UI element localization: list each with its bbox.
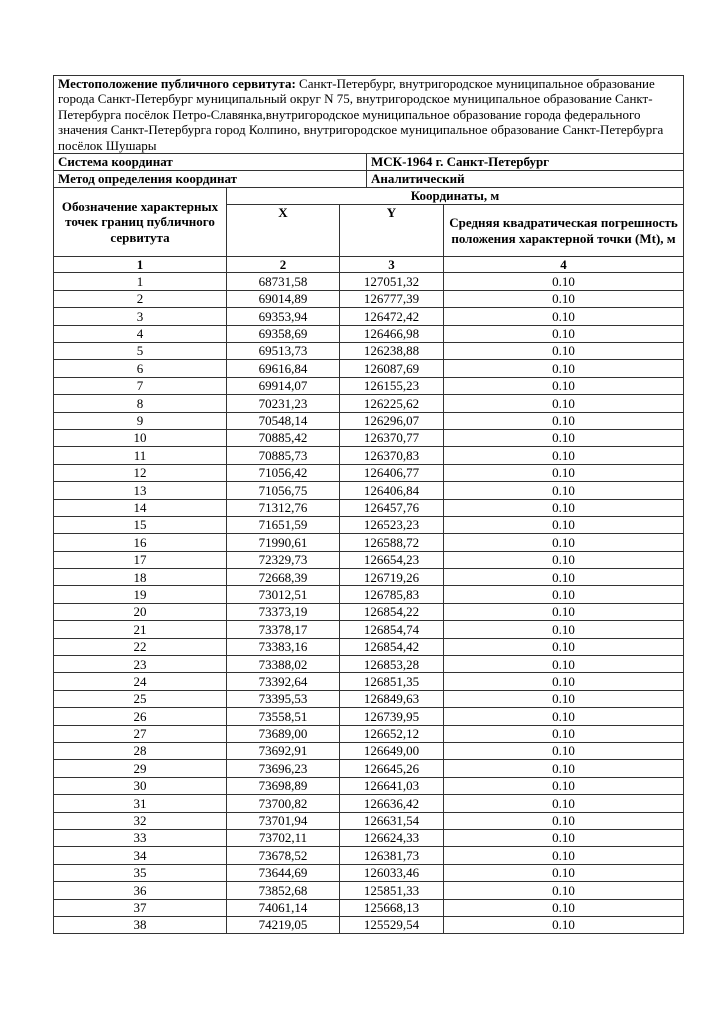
mt-cell: 0.10: [444, 290, 684, 307]
table-row: [54, 899, 684, 916]
mt-cell: 0.10: [444, 534, 684, 551]
table-row: [54, 273, 684, 290]
mt-cell: 0.10: [444, 464, 684, 481]
y-cell: 126652,12: [340, 725, 444, 742]
x-cell: 73692,91: [227, 742, 340, 759]
table-row: [54, 516, 684, 533]
y-cell: 126849,63: [340, 690, 444, 707]
table-row: [54, 864, 684, 881]
point-id-cell: 13: [54, 482, 227, 499]
table-row: [54, 464, 684, 481]
y-cell: 126033,46: [340, 864, 444, 881]
mt-cell: 0.10: [444, 899, 684, 916]
x-cell: 73700,82: [227, 795, 340, 812]
point-id-cell: 37: [54, 899, 227, 916]
point-id-cell: 14: [54, 499, 227, 516]
table-row: [54, 656, 684, 673]
x-cell: 72668,39: [227, 569, 340, 586]
mt-cell: 0.10: [444, 343, 684, 360]
table-row: [54, 882, 684, 899]
x-cell: 73012,51: [227, 586, 340, 603]
y-cell: 126854,22: [340, 603, 444, 620]
point-id-cell: 29: [54, 760, 227, 777]
servitude-coordinates-table: [53, 75, 684, 934]
x-cell: 69513,73: [227, 343, 340, 360]
mt-cell: 0.10: [444, 742, 684, 759]
table-row: [54, 377, 684, 394]
mt-cell: 0.10: [444, 777, 684, 794]
mt-cell: 0.10: [444, 569, 684, 586]
point-id-cell: 10: [54, 429, 227, 446]
x-cell: 73392,64: [227, 673, 340, 690]
y-cell: 126641,03: [340, 777, 444, 794]
y-cell: 126370,83: [340, 447, 444, 464]
table-row: [54, 534, 684, 551]
mt-cell: 0.10: [444, 516, 684, 533]
header-y: Y: [340, 205, 444, 257]
point-id-cell: 7: [54, 377, 227, 394]
y-cell: 126406,84: [340, 482, 444, 499]
col-number-1: 1: [54, 257, 227, 273]
point-id-cell: 19: [54, 586, 227, 603]
y-cell: 126853,28: [340, 656, 444, 673]
table-row: [54, 742, 684, 759]
mt-cell: 0.10: [444, 325, 684, 342]
point-id-cell: 5: [54, 343, 227, 360]
x-cell: 72329,73: [227, 551, 340, 568]
mt-cell: 0.10: [444, 377, 684, 394]
x-cell: 73388,02: [227, 656, 340, 673]
mt-cell: 0.10: [444, 812, 684, 829]
table-row: [54, 482, 684, 499]
x-cell: 68731,58: [227, 273, 340, 290]
point-id-cell: 16: [54, 534, 227, 551]
method-value: Аналитический: [367, 171, 684, 188]
x-cell: 70885,73: [227, 447, 340, 464]
y-cell: 126370,77: [340, 429, 444, 446]
point-id-cell: 17: [54, 551, 227, 568]
x-cell: 71056,75: [227, 482, 340, 499]
point-id-cell: 4: [54, 325, 227, 342]
y-cell: 126719,26: [340, 569, 444, 586]
x-cell: 70885,42: [227, 429, 340, 446]
point-id-cell: 1: [54, 273, 227, 290]
x-cell: 70548,14: [227, 412, 340, 429]
y-cell: 126851,35: [340, 673, 444, 690]
mt-cell: 0.10: [444, 725, 684, 742]
mt-cell: 0.10: [444, 273, 684, 290]
y-cell: 126624,33: [340, 829, 444, 846]
x-cell: 73702,11: [227, 829, 340, 846]
mt-cell: 0.10: [444, 360, 684, 377]
table-row: [54, 499, 684, 516]
y-cell: 126457,76: [340, 499, 444, 516]
point-id-cell: 11: [54, 447, 227, 464]
x-cell: 69353,94: [227, 308, 340, 325]
table-row: [54, 412, 684, 429]
point-id-cell: 31: [54, 795, 227, 812]
x-cell: 73378,17: [227, 621, 340, 638]
y-cell: 126238,88: [340, 343, 444, 360]
header-mt: Средняя квадратическая погрешность положения характерной точки (Mt), м: [444, 205, 684, 257]
point-id-cell: 38: [54, 916, 227, 933]
y-cell: 126854,42: [340, 638, 444, 655]
point-id-cell: 25: [54, 690, 227, 707]
x-cell: 69358,69: [227, 325, 340, 342]
table-row: [54, 690, 684, 707]
x-cell: 73678,52: [227, 847, 340, 864]
x-cell: 73383,16: [227, 638, 340, 655]
column-number-row: [54, 257, 684, 273]
point-id-cell: 21: [54, 621, 227, 638]
location-cell: [54, 76, 684, 154]
y-cell: 126523,23: [340, 516, 444, 533]
table-row: [54, 916, 684, 933]
y-cell: 126087,69: [340, 360, 444, 377]
location-text: Санкт-Петербург, внутригородское муниципальное образование города Санкт-Петербург муниципальный округ N 75, внутригородское муниципальное образование Санкт-Петербурга посёлок Петро-Славянка,внутригородское муниципальное образование города федерального значения Санкт-Петербурга город Колпино, внутригородское муниципальное образование Санкт-Петербурга посёлок Шушары: [58, 76, 664, 153]
mt-cell: 0.10: [444, 864, 684, 881]
table-row: [54, 673, 684, 690]
mt-cell: 0.10: [444, 760, 684, 777]
y-cell: 127051,32: [340, 273, 444, 290]
point-id-cell: 9: [54, 412, 227, 429]
point-id-cell: 6: [54, 360, 227, 377]
x-cell: 71990,61: [227, 534, 340, 551]
col-number-2: 2: [227, 257, 340, 273]
point-id-cell: 27: [54, 725, 227, 742]
coordinate-system-label: Система координат: [54, 154, 367, 171]
table-row: [54, 795, 684, 812]
point-id-cell: 2: [54, 290, 227, 307]
header-coords-group: Координаты, м: [227, 188, 684, 205]
x-cell: 69616,84: [227, 360, 340, 377]
col-number-4: 4: [444, 257, 684, 273]
mt-cell: 0.10: [444, 638, 684, 655]
point-id-cell: 32: [54, 812, 227, 829]
y-cell: 126645,26: [340, 760, 444, 777]
mt-cell: 0.10: [444, 395, 684, 412]
point-id-cell: 18: [54, 569, 227, 586]
mt-cell: 0.10: [444, 847, 684, 864]
x-cell: 73644,69: [227, 864, 340, 881]
y-cell: 126466,98: [340, 325, 444, 342]
table-row: [54, 777, 684, 794]
method-label: Метод определения координат: [54, 171, 367, 188]
y-cell: 126854,74: [340, 621, 444, 638]
point-id-cell: 12: [54, 464, 227, 481]
y-cell: 125668,13: [340, 899, 444, 916]
point-id-cell: 3: [54, 308, 227, 325]
y-cell: 126654,23: [340, 551, 444, 568]
table-row: [54, 586, 684, 603]
table-row: [54, 708, 684, 725]
x-cell: 71312,76: [227, 499, 340, 516]
mt-cell: 0.10: [444, 795, 684, 812]
table-row: [54, 638, 684, 655]
table-row: [54, 621, 684, 638]
point-id-cell: 35: [54, 864, 227, 881]
mt-cell: 0.10: [444, 308, 684, 325]
y-cell: 126785,83: [340, 586, 444, 603]
table-row: [54, 290, 684, 307]
x-cell: 74219,05: [227, 916, 340, 933]
table-row: [54, 760, 684, 777]
y-cell: 126406,77: [340, 464, 444, 481]
y-cell: 126649,00: [340, 742, 444, 759]
x-cell: 70231,23: [227, 395, 340, 412]
table-row: [54, 569, 684, 586]
x-cell: 74061,14: [227, 899, 340, 916]
y-cell: 125529,54: [340, 916, 444, 933]
y-cell: 126381,73: [340, 847, 444, 864]
x-cell: 73696,23: [227, 760, 340, 777]
y-cell: 126472,42: [340, 308, 444, 325]
table-row: [54, 603, 684, 620]
y-cell: 125851,33: [340, 882, 444, 899]
mt-cell: 0.10: [444, 656, 684, 673]
table-row: [54, 325, 684, 342]
table-row: [54, 551, 684, 568]
point-id-cell: 26: [54, 708, 227, 725]
y-cell: 126155,23: [340, 377, 444, 394]
col-number-3: 3: [340, 257, 444, 273]
point-id-cell: 22: [54, 638, 227, 655]
table-row: [54, 429, 684, 446]
point-id-cell: 36: [54, 882, 227, 899]
x-cell: 69914,07: [227, 377, 340, 394]
y-cell: 126739,95: [340, 708, 444, 725]
point-id-cell: 30: [54, 777, 227, 794]
point-id-cell: 15: [54, 516, 227, 533]
table-row: [54, 395, 684, 412]
x-cell: 71056,42: [227, 464, 340, 481]
x-cell: 73689,00: [227, 725, 340, 742]
mt-cell: 0.10: [444, 429, 684, 446]
table-row: [54, 725, 684, 742]
mt-cell: 0.10: [444, 690, 684, 707]
mt-cell: 0.10: [444, 708, 684, 725]
mt-cell: 0.10: [444, 412, 684, 429]
mt-cell: 0.10: [444, 586, 684, 603]
table-row: [54, 308, 684, 325]
mt-cell: 0.10: [444, 916, 684, 933]
table-row: [54, 360, 684, 377]
table-row: [54, 812, 684, 829]
mt-cell: 0.10: [444, 482, 684, 499]
header-point: Обозначение характерных точек границ публичного сервитута: [54, 188, 227, 257]
y-cell: 126296,07: [340, 412, 444, 429]
y-cell: 126631,54: [340, 812, 444, 829]
x-cell: 73373,19: [227, 603, 340, 620]
point-id-cell: 20: [54, 603, 227, 620]
mt-cell: 0.10: [444, 551, 684, 568]
point-id-cell: 28: [54, 742, 227, 759]
mt-cell: 0.10: [444, 882, 684, 899]
point-id-cell: 23: [54, 656, 227, 673]
y-cell: 126636,42: [340, 795, 444, 812]
point-id-cell: 8: [54, 395, 227, 412]
mt-cell: 0.10: [444, 829, 684, 846]
table-row: [54, 847, 684, 864]
mt-cell: 0.10: [444, 621, 684, 638]
table-row: [54, 343, 684, 360]
x-cell: 73701,94: [227, 812, 340, 829]
point-id-cell: 33: [54, 829, 227, 846]
x-cell: 73698,89: [227, 777, 340, 794]
x-cell: 73395,53: [227, 690, 340, 707]
table-row: [54, 447, 684, 464]
header-x: X: [227, 205, 340, 257]
mt-cell: 0.10: [444, 673, 684, 690]
mt-cell: 0.10: [444, 603, 684, 620]
location-label: Местоположение публичного сервитута:: [58, 76, 296, 91]
x-cell: 69014,89: [227, 290, 340, 307]
y-cell: 126777,39: [340, 290, 444, 307]
coordinate-system-value: МСК-1964 г. Санкт-Петербург: [367, 154, 684, 171]
y-cell: 126588,72: [340, 534, 444, 551]
table-row: [54, 829, 684, 846]
point-id-cell: 24: [54, 673, 227, 690]
x-cell: 71651,59: [227, 516, 340, 533]
y-cell: 126225,62: [340, 395, 444, 412]
x-cell: 73558,51: [227, 708, 340, 725]
x-cell: 73852,68: [227, 882, 340, 899]
mt-cell: 0.10: [444, 499, 684, 516]
point-id-cell: 34: [54, 847, 227, 864]
mt-cell: 0.10: [444, 447, 684, 464]
